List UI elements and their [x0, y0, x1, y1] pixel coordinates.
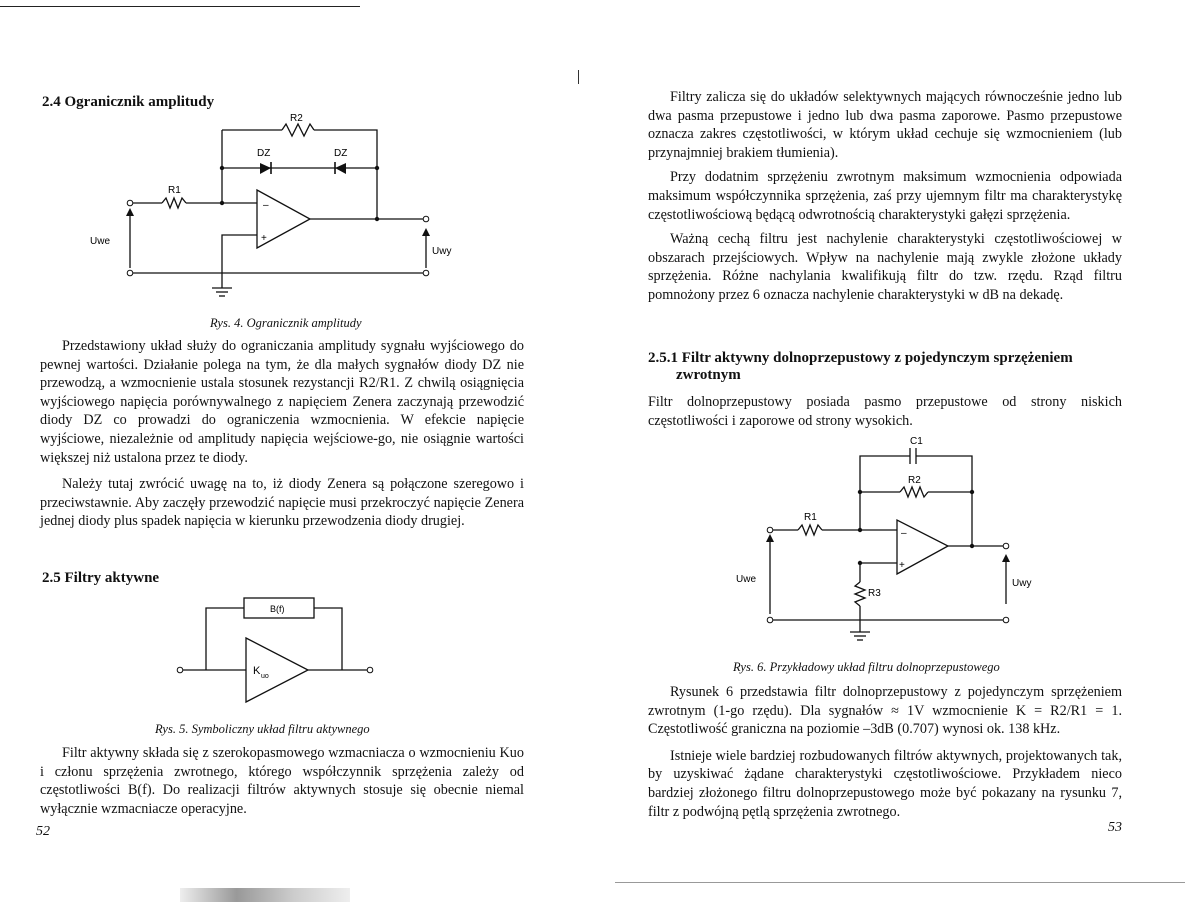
- body-ogranicznik: [40, 337, 524, 531]
- gutter-mark: [578, 70, 579, 84]
- paragraph: Przedstawiony układ służy do ograniczania amplitudy sygnału wyjściowego do pewnej wartości. Działanie polega na tym, że dla małych sygnałów diody DZ nie przewodzą, a wzmocnienie ustala stosunek rezystancji R2/R1. Z chwilą osiągnięcia wyjściowego napięcia porównywalnego z napięciem Zenera zaczynają przewodzić diody DZ co prowadzi do ograniczenia wzmocnienia. W efekcie napięcie wyjściowe, niezależnie od amplitudy napięcia wejściowe-go, nie osiągnie wartości większej niż ustalona przez te diody.: [40, 338, 524, 466]
- label-r1: R1: [168, 185, 181, 196]
- page-number-right: 53: [1108, 820, 1122, 835]
- label-dz1: DZ: [257, 148, 271, 159]
- paragraph: Filtr aktywny składa się z szerokopasmowego wzmacniacza o wzmocnieniu Kuo i członu sprzężenia zwrotnego, którego współczynnik sprzężenia zależy od częstotliwości B(f). Do realizacji filtrów aktywnych stosuje się obecnie niemal wyłącznie wzmacniacze operacyjne.: [40, 745, 524, 817]
- caption-rys4: Rys. 4. Ogranicznik amplitudy: [210, 316, 362, 330]
- scan-top-rule-left: [0, 6, 360, 7]
- label-bf: B(f): [270, 604, 285, 614]
- paragraph: Należy tutaj zwrócić uwagę na to, iż diody Zenera są połączone szeregowo i przeciwstawnie. Aby zaczęły przewodzić napięcie musi przekroczyć napięcie Zenera jednej diody plus spadek napięcia w kierunku przewodzenia diody drugiej.: [40, 476, 524, 530]
- figure-ogranicznik-circuit: [90, 108, 452, 308]
- heading-ogranicznik: 2.4 Ogranicznik amplitudy: [42, 94, 215, 110]
- figure-dolnoprzepustowy-circuit: [730, 432, 1030, 652]
- svg-text:–: –: [263, 200, 269, 211]
- label-uwy: Uwy: [1012, 578, 1032, 589]
- label-c1: C1: [910, 436, 923, 447]
- figure-filtr-symboliczny: [170, 592, 390, 712]
- label-dz2: DZ: [334, 148, 348, 159]
- svg-text:+: +: [899, 560, 905, 571]
- body-dolnoprzepustowy-intro: [648, 393, 1122, 430]
- body-filtry: [40, 744, 524, 818]
- zener-diode-2: [335, 162, 346, 174]
- label-uwe: Uwe: [90, 236, 111, 247]
- paragraph: Filtry zalicza się do układów selektywnych mających równocześnie jedno lub dwa pasma przepustowe i jedno lub dwa pasma zaporowe. Pasmo przepustowe oznacza zakres częstotliwości, w którym układ cechuje się wzmocnieniem (lub przynajmniej brakiem tłumienia).: [648, 89, 1122, 161]
- svg-text:–: –: [901, 528, 907, 539]
- label-r1: R1: [804, 512, 817, 523]
- scan-bottom-rule-right: [615, 882, 1185, 883]
- svg-text:+: +: [261, 233, 267, 244]
- paragraph: Filtr dolnoprzepustowy posiada pasmo przepustowe od strony niskich częstotliwości i zaporowe od strony wysokich.: [648, 394, 1122, 429]
- page-number-left: 52: [36, 824, 50, 839]
- paragraph: Rysunek 6 przedstawia filtr dolnoprzepustowy z pojedynczym sprzężeniem zwrotnym (1-go rzędu). Dla sygnałów ≈ 1V wzmocnienie K = R2/R1 = 1. Częstotliwość graniczna na poziomie –3dB (0.707) wynosi ok. 138 kHz.: [648, 684, 1122, 738]
- label-r2: R2: [908, 475, 921, 486]
- label-r3: R3: [868, 588, 881, 599]
- label-kuo: K: [253, 665, 261, 677]
- paragraph: Istnieje wiele bardziej rozbudowanych filtrów aktywnych, projektowanych tak, by uzyskiwać żądane charakterystyki częstotliwościowe. Przykładem nieco bardziej złożonego filtru dolnoprzepustowego może być pokazany na rysunku 7, filtr z podwójną pętlą sprzężenia zwrotnego.: [648, 747, 1122, 820]
- body-intro: [648, 88, 1122, 305]
- label-kuo-sub: uo: [261, 673, 269, 680]
- heading-line-2: zwrotnym: [676, 367, 741, 383]
- label-r2: R2: [290, 113, 303, 124]
- zener-diode-1: [260, 162, 271, 174]
- scan-smudge: [180, 888, 350, 902]
- label-uwy: Uwy: [432, 246, 452, 257]
- paragraph: Ważną cechą filtru jest nachylenie charakterystyki częstotliwościowej w obszarach przejściowych. Wpływ na nachylenie mają zwykle złożone układy sprzężenia. Różne nachylania kwalifikują filtr do tzw. rzędu. Rząd filtru pomnożony przez 6 oznacza nachylenie charakterystyki w dB na dekadę.: [648, 231, 1122, 303]
- heading-filtry-aktywne: 2.5 Filtry aktywne: [42, 570, 160, 586]
- caption-rys6: Rys. 6. Przykładowy układ filtru dolnoprzepustowego: [733, 660, 1000, 674]
- body-dolnoprzepustowy: [648, 683, 1122, 821]
- heading-filtr-dolnoprzepustowy: [648, 350, 1122, 384]
- heading-line-1: 2.5.1 Filtr aktywny dolnoprzepustowy z pojedynczym sprzężeniem: [648, 350, 1073, 366]
- paragraph: Przy dodatnim sprzężeniu zwrotnym maksimum wzmocnienia odpowiada maksimum współczynnika sprzężenia, zaś przy ujemnym filtr ma charakterystykę częstotliwościową będącą odwrotnością charakterystyki gałęzi sprzężenia.: [648, 169, 1122, 223]
- label-uwe: Uwe: [736, 574, 757, 585]
- caption-rys5: Rys. 5. Symboliczny układ filtru aktywnego: [155, 722, 370, 736]
